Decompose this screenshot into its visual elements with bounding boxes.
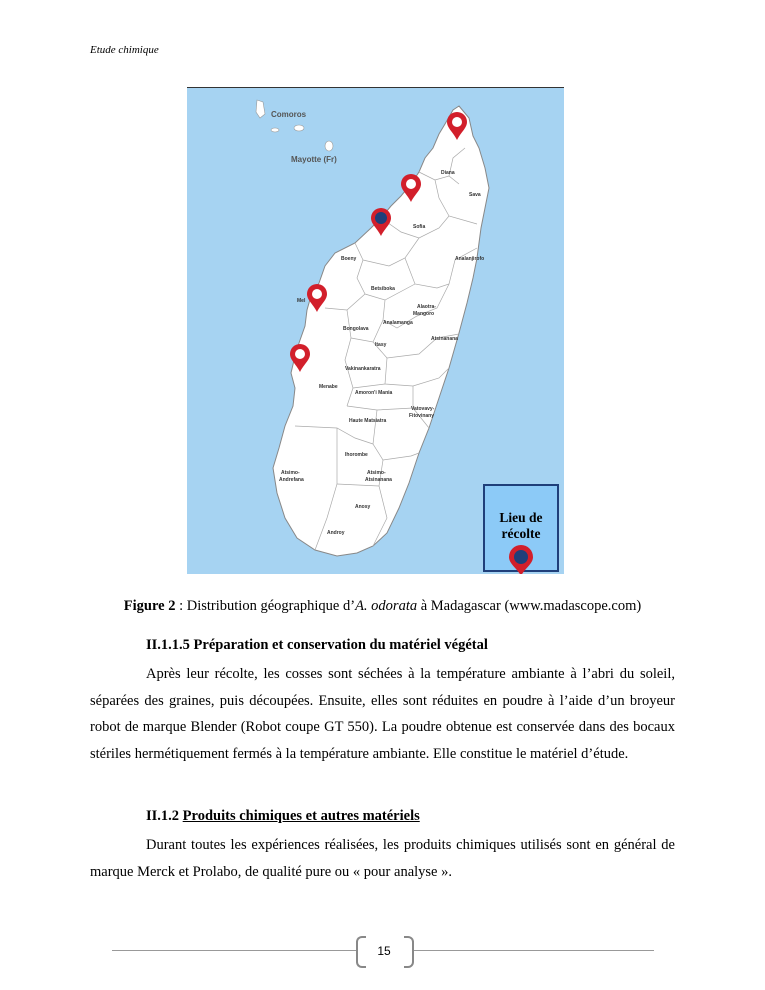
map-legend (483, 484, 559, 572)
label-melaky: Mel (297, 298, 306, 304)
label-vakinankaratra: Vakinankaratra (345, 366, 381, 372)
label-atsimo-andrefana-2: Andrefana (279, 477, 304, 483)
label-atsimo-andrefana-1: Atsimo- (281, 470, 300, 476)
label-vatovavy: Vatovavy- (411, 406, 435, 412)
label-haute: Haute Matsiatra (349, 418, 387, 424)
madagascar-map-figure (187, 87, 564, 574)
label-anosy: Anosy (355, 504, 371, 510)
label-betsiboka: Betsiboka (371, 286, 395, 292)
label-amoron: Amoron'i Mania (355, 390, 393, 396)
caption-text-before: : Distribution géographique d’ (175, 598, 356, 614)
label-boeny: Boeny (341, 256, 357, 262)
label-mayotte: Mayotte (Fr) (291, 155, 337, 164)
label-atsimo-atsinanana-2: Atsinanana (365, 477, 392, 483)
legend-line-1: Lieu de (499, 510, 543, 525)
label-androy: Androy (327, 530, 345, 536)
label-menabe: Menabe (319, 384, 338, 390)
label-comoros: Comoros (271, 110, 307, 119)
figure-caption (0, 598, 765, 615)
harvest-pin-icon (506, 544, 536, 574)
label-analanjirofo: Analanjirofo (455, 256, 485, 262)
label-diana: Diana (441, 170, 455, 176)
label-atsimo-atsinanana-1: Atsimo- (367, 470, 386, 476)
label-atsinanana: Atsinanana (431, 336, 458, 342)
label-sofia: Sofia (413, 224, 426, 230)
label-mangoro: Mangoro (413, 311, 435, 317)
footer-rule-right (412, 950, 654, 951)
label-sava: Sava (469, 192, 481, 198)
legend-line-2: récolte (501, 526, 541, 541)
section-heading-ii-1-1-5: II.1.1.5 Préparation et conservation du matériel végétal (146, 637, 488, 653)
section-number: II.1.2 (146, 808, 183, 824)
island-mayotte (325, 141, 333, 151)
caption-species: A. odorata (355, 598, 418, 614)
running-header: Etude chimique (90, 44, 159, 56)
island-anjouan (294, 125, 304, 131)
label-analamanga: Analamanga (383, 320, 413, 326)
footer-rule-left (112, 950, 356, 951)
section-paragraph-ii-1-1-5: Après leur récolte, les cosses sont séchées à la température ambiante à l’abri du soleil, séparées des graines, puis découpées. Ensuite, elles sont réduites en poudre à l’aide d’un broyeur robot de marque Blender (Robot coupe GT 550). La poudre obtenue est conservée dans des bocaux stériles hermétiquement fermés à la température ambiante. Elle constitue le matériel d’étude. (90, 666, 675, 762)
label-fitovinany: Fitovinany (409, 413, 435, 419)
page-number: 15 (377, 944, 391, 958)
caption-text-after: à Madagascar (www.madascope.com) (417, 598, 642, 614)
island-moheli (271, 128, 279, 132)
label-itasy: Itasy (375, 342, 387, 348)
label-bongolava: Bongolava (343, 326, 369, 332)
section-heading-ii-1-2 (146, 808, 420, 825)
section-title: Produits chimiques et autres matériels (182, 808, 420, 824)
label-alaotra: Alaotra- (417, 304, 436, 310)
section-paragraph-ii-1-2: Durant toutes les expériences réalisées, les produits chimiques utilisés sont en général de marque Merck et Prolabo, de qualité pure ou « pour analyse ». (90, 837, 675, 880)
label-ihorombe: Ihorombe (345, 452, 368, 458)
figure-label: Figure 2 (123, 598, 176, 614)
